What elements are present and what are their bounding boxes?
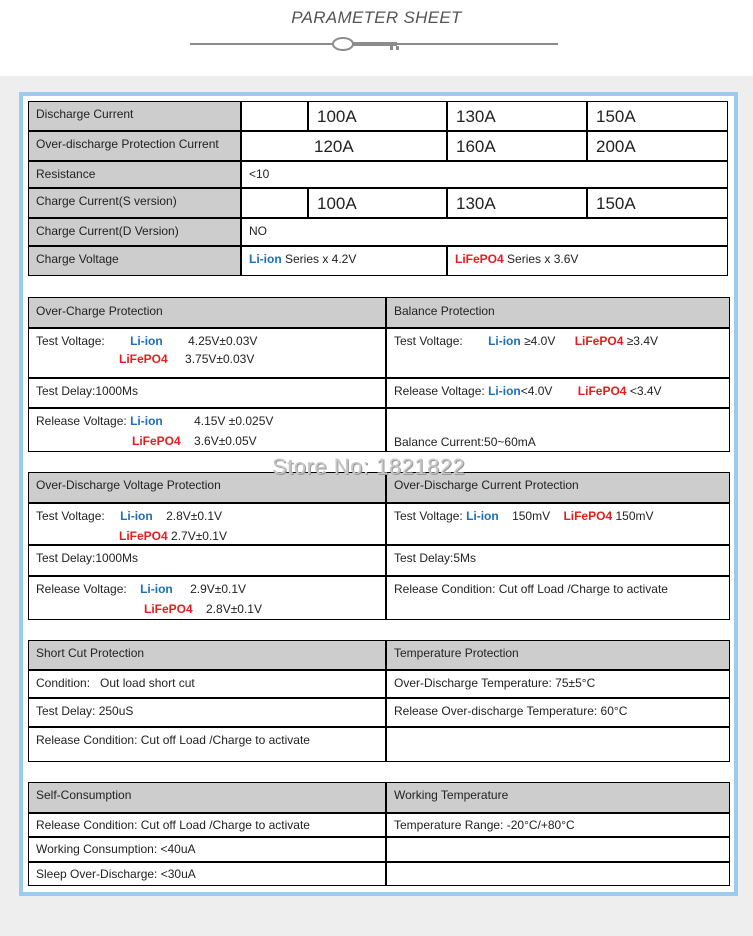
liion-value: 4.25V±0.03V — [188, 334, 258, 348]
liion-label: Li-ion — [488, 334, 521, 348]
short-cut-test-delay: Test Delay: 250uS — [28, 698, 386, 727]
charge-current-d-label: Charge Current(D Version) — [28, 218, 241, 246]
liion-label: Li-ion — [249, 252, 282, 266]
over-discharge-voltage-test-delay: Test Delay:1000Ms — [28, 545, 386, 576]
over-discharge-voltage-release-voltage — [28, 576, 386, 620]
lifepo4-value: 3.75V±0.03V — [185, 352, 255, 366]
over-discharge-current-release-condition: Release Condition: Cut off Load /Charge to activate — [386, 576, 730, 620]
over-discharge-current-title: Over-Discharge Current Protection — [386, 472, 730, 503]
charge-current-s-label: Charge Current(S version) — [28, 188, 241, 218]
liion-value: Series x 4.2V — [281, 252, 357, 266]
lifepo4-label: LiFePO4 — [563, 509, 613, 523]
charge-current-s-v1: 100A — [308, 188, 447, 218]
release-liion-value: 4.15V ±0.025V — [194, 414, 274, 428]
over-discharge-protection-current-v3: 200A — [587, 131, 728, 161]
lifepo4-value: 2.7V±0.1V — [171, 528, 227, 543]
charge-current-d-value: NO — [241, 218, 728, 246]
liion-label: Li-ion — [488, 384, 521, 398]
charge-voltage-lifepo4 — [447, 246, 728, 276]
store-watermark: Store No: 1821822 — [272, 454, 466, 479]
test-voltage-label: Test Voltage: — [36, 509, 105, 523]
liion-value: 150mV — [512, 509, 551, 523]
over-discharge-voltage-title: Over-Discharge Voltage Protection — [28, 472, 386, 503]
over-discharge-temperature: Over-Discharge Temperature: 75±5°C — [386, 670, 730, 698]
release-liion-value: <4.0V — [520, 384, 553, 398]
release-lifepo4-value: <3.4V — [629, 384, 662, 398]
overcharge-test-delay: Test Delay:1000Ms — [28, 378, 386, 408]
lifepo4-label: LiFePO4 — [574, 334, 624, 348]
overcharge-title: Over-Charge Protection — [28, 297, 386, 328]
discharge-current-v2: 130A — [447, 101, 587, 131]
test-voltage-label: Test Voltage: — [394, 509, 463, 523]
page-title: PARAMETER SHEET — [291, 8, 462, 27]
balance-release-voltage — [386, 378, 730, 408]
liion-label: Li-ion — [120, 509, 153, 523]
lifepo4-label: LiFePO4 — [144, 601, 193, 616]
working-temperature-title: Working Temperature — [386, 782, 730, 813]
over-discharge-protection-current-label: Over-discharge Protection Current — [28, 131, 241, 161]
lifepo4-label: LiFePO4 — [455, 252, 504, 266]
short-cut-title: Short Cut Protection — [28, 640, 386, 670]
sleep-over-discharge: Sleep Over-Discharge: <30uA — [28, 862, 386, 886]
over-discharge-voltage-test-voltage — [28, 503, 386, 545]
working-consumption: Working Consumption: <40uA — [28, 837, 386, 862]
liion-value: ≥4.0V — [524, 334, 556, 348]
temperature-range: Temperature Range: -20°C/+80°C — [386, 813, 730, 837]
discharge-current-v1: 100A — [308, 101, 447, 131]
self-consumption-release-condition: Release Condition: Cut off Load /Charge to activate — [28, 813, 386, 837]
empty-cell — [386, 727, 730, 762]
empty-cell — [386, 837, 730, 862]
balance-test-voltage — [386, 328, 730, 378]
lifepo4-label: LiFePO4 — [119, 352, 168, 366]
empty-cell — [241, 101, 308, 131]
key-icon — [332, 36, 412, 52]
lifepo4-value: ≥3.4V — [626, 334, 658, 348]
liion-label: Li-ion — [130, 334, 163, 348]
overcharge-release-voltage — [28, 408, 386, 452]
release-voltage-label: Release Voltage: — [36, 582, 127, 596]
liion-value: 2.8V±0.1V — [166, 509, 223, 523]
empty-cell — [241, 188, 308, 218]
resistance-value: <10 — [241, 161, 728, 188]
lifepo4-value: 150mV — [615, 509, 654, 523]
release-voltage-label: Release Voltage: — [36, 414, 127, 428]
release-liion-value: 2.9V±0.1V — [190, 582, 247, 596]
charge-current-s-v3: 150A — [587, 188, 728, 218]
release-voltage-label: Release Voltage: — [394, 384, 485, 398]
discharge-current-label: Discharge Current — [28, 101, 241, 131]
liion-label: Li-ion — [466, 509, 499, 523]
over-discharge-protection-current-v2: 160A — [447, 131, 587, 161]
lifepo4-value: Series x 3.6V — [503, 252, 579, 266]
short-cut-release-condition: Release Condition: Cut off Load /Charge to activate — [28, 727, 386, 762]
empty-cell — [386, 862, 730, 886]
overcharge-test-voltage — [28, 328, 386, 378]
balance-current: Balance Current:50~60mA — [386, 408, 730, 452]
discharge-current-v3: 150A — [587, 101, 728, 131]
liion-label: Li-ion — [140, 582, 173, 596]
lifepo4-label: LiFePO4 — [119, 528, 168, 543]
charge-voltage-liion — [241, 246, 447, 276]
short-cut-condition: Condition: Out load short cut — [28, 670, 386, 698]
liion-label: Li-ion — [130, 414, 163, 428]
page-header — [0, 0, 753, 76]
temperature-title: Temperature Protection — [386, 640, 730, 670]
lifepo4-label: LiFePO4 — [132, 433, 181, 448]
charge-current-s-v2: 130A — [447, 188, 587, 218]
lifepo4-label: LiFePO4 — [577, 384, 627, 398]
release-lifepo4-value: 3.6V±0.05V — [194, 433, 257, 448]
self-consumption-title: Self-Consumption — [28, 782, 386, 813]
balance-title: Balance Protection — [386, 297, 730, 328]
resistance-label: Resistance — [28, 161, 241, 188]
charge-voltage-label: Charge Voltage — [28, 246, 241, 276]
test-voltage-label: Test Voltage: — [36, 334, 105, 348]
release-lifepo4-value: 2.8V±0.1V — [206, 601, 262, 616]
over-discharge-current-test-voltage — [386, 503, 730, 545]
over-discharge-protection-current-v1: 120A — [241, 131, 447, 161]
test-voltage-label: Test Voltage: — [394, 334, 463, 348]
over-discharge-current-test-delay: Test Delay:5Ms — [386, 545, 730, 576]
release-over-discharge-temperature: Release Over-discharge Temperature: 60°C — [386, 698, 730, 727]
